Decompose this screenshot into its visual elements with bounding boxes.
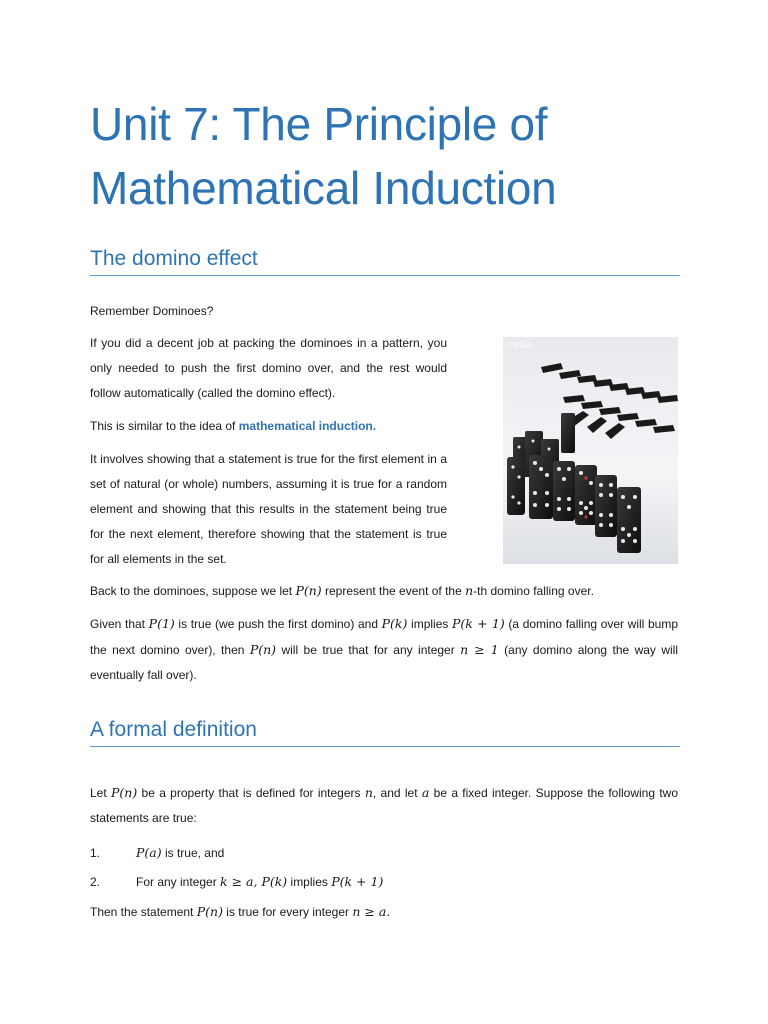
- math-pn: P(n): [295, 583, 322, 598]
- corbis-watermark: corbis: [506, 340, 533, 351]
- paragraph-involves: It involves showing that a statement is true for the first element in a set of natural (or whole) numbers, assuming it is true for a random element and showing that this results in the statement being true for the next element, therefore showing that the statement is true for all elements in the set.: [90, 452, 447, 566]
- math-pn: P(n): [196, 904, 223, 919]
- text-fragment: is true for every integer: [222, 905, 353, 919]
- list-text: [136, 843, 224, 863]
- text-fragment: Back to the dominoes, suppose we let: [90, 584, 296, 598]
- math-p1: P(1): [148, 616, 175, 631]
- math-n: n: [465, 583, 474, 598]
- paragraph-similar: [90, 414, 447, 439]
- text-fragment: , and let: [372, 786, 422, 800]
- text-fragment: be a property that is defined for integers: [137, 786, 365, 800]
- text-fragment: Then the statement: [90, 905, 197, 919]
- text-fragment: (a domino falling over will bump the next domino over), then: [90, 617, 678, 657]
- paragraph-back-to-dominoes: [90, 578, 690, 604]
- paragraph-let-pn: [90, 780, 678, 831]
- list-text: [136, 872, 383, 892]
- math-n: n: [364, 785, 373, 800]
- text-fragment: Given that: [90, 617, 149, 631]
- page-title: Unit 7: The Principle of Mathematical Induction: [90, 98, 557, 214]
- paragraph-domino-effect: If you did a decent job at packing the dominoes in a pattern, you only needed to push the first domino over, and the rest would follow automatically (called the domino effect).: [90, 336, 447, 400]
- text-fragment: implies: [287, 875, 332, 889]
- similar-text: This is similar to the idea of: [90, 419, 239, 433]
- math-pn: P(n): [111, 785, 138, 800]
- text-fragment: implies: [407, 617, 453, 631]
- text-fragment: Let: [90, 786, 111, 800]
- math-pa: P(a): [136, 845, 162, 860]
- text-fragment: be a fixed integer. Suppose the following two statements are true:: [90, 786, 679, 825]
- text-fragment: is true (we push the first domino) and: [174, 617, 382, 631]
- paragraph-given-that: [90, 611, 678, 688]
- text-fragment: -th domino falling over.: [473, 584, 594, 598]
- paragraph-remember: Remember Dominoes?: [90, 304, 214, 318]
- math-pk1: P(k + 1): [331, 874, 384, 889]
- falling-dominoes-photo: [503, 337, 678, 564]
- math-n-ge-a: n ≥ a.: [352, 904, 391, 919]
- list-number: 2.: [90, 875, 101, 889]
- section-heading-formal-definition: A formal definition: [90, 717, 680, 747]
- section-heading-domino-effect: The domino effect: [90, 246, 680, 276]
- list-number: 1.: [90, 846, 101, 860]
- math-pn: P(n): [249, 642, 277, 657]
- math-n-ge-1: n ≥ 1: [460, 642, 499, 657]
- text-fragment: will be true that for any integer: [276, 643, 461, 657]
- text-fragment: (any domino along the way will eventually fall over).: [90, 643, 678, 682]
- mathematical-induction-link[interactable]: mathematical induction.: [238, 419, 377, 433]
- math-pk1: P(k + 1): [452, 616, 505, 631]
- text-fragment: For any integer: [136, 875, 221, 889]
- paragraph-then-statement: [90, 899, 690, 925]
- text-fragment: is true, and: [161, 846, 225, 860]
- math-pk: P(k): [381, 616, 408, 631]
- math-a: a: [421, 785, 430, 800]
- math-k-ge-a: k ≥ a,: [220, 874, 258, 889]
- math-pk: P(k): [257, 874, 288, 889]
- text-fragment: represent the event of the: [321, 584, 466, 598]
